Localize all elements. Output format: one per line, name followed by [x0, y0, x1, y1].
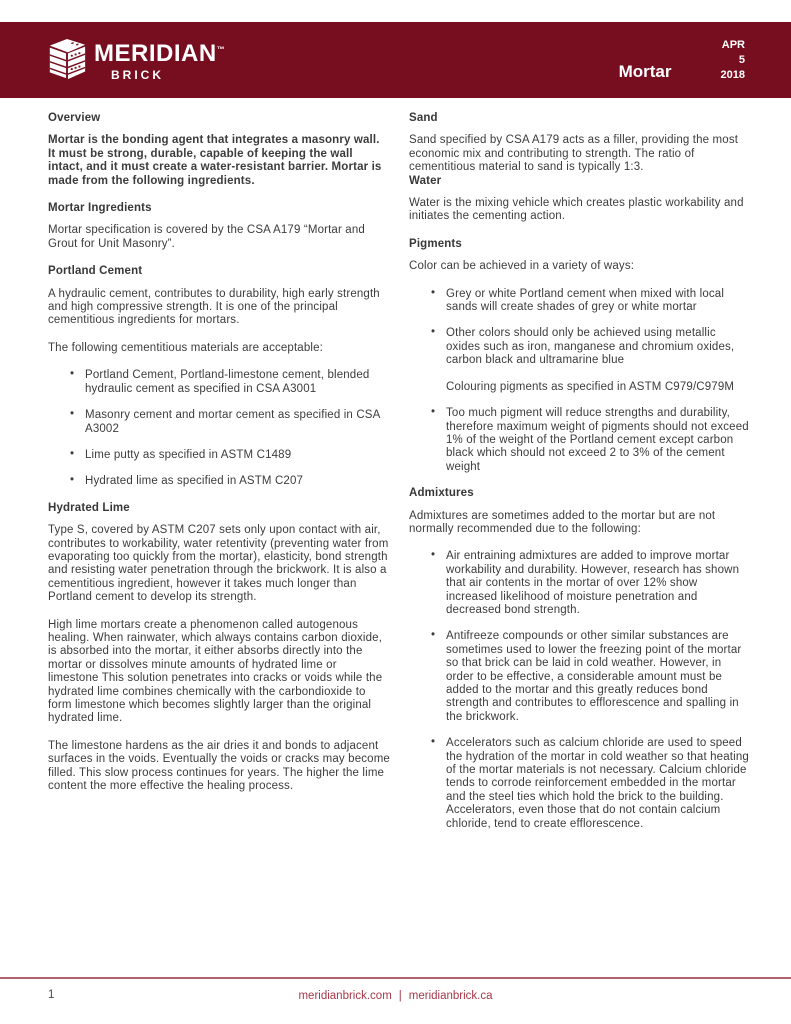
meridianbrick-com-link[interactable]: meridianbrick.com — [298, 990, 392, 1002]
bullet-item: • Other colors should only be achieved using metallic oxides such as iron, manganese and chromium oxides, carbon black and ultramarine blue — [409, 327, 751, 367]
trademark-symbol: ™ — [216, 45, 226, 54]
water-paragraph: Water is the mixing vehicle which creates plastic workability and initiates the cementing action. — [409, 197, 744, 223]
date-month: APR — [721, 38, 745, 51]
page-number: 1 — [48, 989, 55, 1001]
footer-links — [0, 990, 791, 1002]
bullet-item: • Masonry cement and mortar cement as specified in CSA A3002 — [48, 409, 390, 436]
section-heading-admixtures: Admixtures — [409, 487, 474, 500]
section-heading-portland-cement: Portland Cement — [48, 265, 143, 278]
section-heading-water: Water — [409, 174, 442, 187]
section-heading-sand: Sand — [409, 112, 438, 124]
section-heading-overview: Overview — [48, 112, 101, 124]
section-heading-hydrated-lime: Hydrated Lime — [48, 501, 130, 514]
page-footer — [0, 989, 791, 1009]
document-body — [48, 112, 751, 844]
bullet-item: • Lime putty as specified in ASTM C1489 — [48, 449, 390, 462]
left-column — [48, 112, 390, 844]
bullet-item: • Portland Cement, Portland-limestone cement, blended hydraulic cement as specified in CSA A3001 — [48, 369, 390, 396]
pigments-lead-in: Color can be achieved in a variety of ways: — [409, 260, 635, 273]
bullet-item: • Air entraining admixtures are added to improve mortar workability and durability. However, research has shown that air contents in the mortar of over 12% show increased likelihood of moisture penetration and decreased bond strength. — [409, 550, 751, 617]
admixtures-lead-in: Admixtures are sometimes added to the mortar but are not normally recommended due to the following: — [409, 509, 716, 535]
logo-text — [94, 38, 225, 82]
overview-intro-paragraph: Mortar is the bonding agent that integrates a masonry wall. It must be strong, durable, capable of keeping the wall intact, and it must create a water-resistant barrier. Mortar is made from the following ingredients. — [48, 134, 382, 187]
brick-building-icon — [46, 36, 88, 84]
mortar-ingredients-paragraph: Mortar specification is covered by the CSA A179 “Mortar and Grout for Unit Masonry”. — [48, 224, 365, 250]
right-column — [409, 112, 751, 844]
bullet-item: • Too much pigment will reduce strengths and durability, therefore maximum weight of pigments should not exceed 1% of the weight of the Portland cement except carbon black which should not exceed 2 to 3% of the cement weight — [409, 407, 751, 474]
hydrated-lime-paragraph-1: Type S, covered by ASTM C207 sets only upon contact with air, contributes to workability, water retentivity (preventing water from evaporating too quickly from the mortar), elasticity, bond strength and resisting water penetration through the brickwork. It is also a cementitious ingredient, however it takes much longer than Portland cement to develop its strength. — [48, 524, 389, 604]
meridian-brick-logo — [46, 36, 225, 84]
sand-paragraph: Sand specified by CSA A179 acts as a filler, providing the most economic mix and contributing to strength. The ratio of cementitious material to sand is typically 1:3. — [409, 134, 739, 174]
header-right — [619, 38, 745, 83]
date-day: 5 — [738, 53, 745, 66]
brand-sub-name: BRICK — [111, 68, 164, 82]
bullet-item: • Hydrated lime as specified in ASTM C207 — [48, 475, 390, 488]
bullet-item: • Grey or white Portland cement when mixed with local sands will create shades of grey or white mortar — [409, 288, 751, 315]
bullet-continuation: Colouring pigments as specified in ASTM C979/C979M — [446, 380, 735, 393]
footer-link-separator: | — [398, 990, 402, 1002]
publish-date — [721, 38, 745, 83]
portland-cement-paragraph: A hydraulic cement, contributes to durability, high early strength and high compressive strength. It is one of the principal cementitious ingredients for mortars. — [48, 287, 380, 327]
section-heading-pigments: Pigments — [409, 237, 462, 250]
date-year: 2018 — [720, 68, 745, 81]
bullet-item: • Accelerators such as calcium chloride are used to speed the hydration of the mortar in cold weather so that heating of the mortar materials is not necessary. Calcium chloride tends to corrode reinforcement embedded in the mortar and the steel ties which hold the brick to the building. Accelerators, even those that do not contain calcium chloride, tend to create efflorescence. — [409, 737, 751, 831]
bullet-item: • Antifreeze compounds or other similar substances are sometimes used to lower the freezing point of the mortar so that brick can be laid in cold weather. However, in order to be effective, a considerable amount must be added to the mortar and this greatly reduces bond strength and contributes to efflorescence and spalling in the brickwork. — [409, 630, 751, 724]
section-heading-mortar-ingredients: Mortar Ingredients — [48, 202, 152, 215]
brand-name: MERIDIAN™ — [94, 40, 226, 67]
meridianbrick-ca-link[interactable]: meridianbrick.ca — [408, 990, 493, 1002]
document-title: Mortar — [618, 61, 672, 81]
footer-divider-rule — [0, 977, 791, 979]
hydrated-lime-paragraph-2: High lime mortars create a phenomenon called autogenous healing. When rainwater, which always contains carbon dioxide, is absorbed into the mortar, it either absorbs directly into the mortar or dissolves minute amounts of hydrated lime or limestone This solution penetrates into cracks or voids while the hydrated lime combines chemically with the carbondioxide to form limestone which becomes slightly larger than the original hydrated lime. — [48, 618, 383, 725]
cementitious-materials-lead-in: The following cementitious materials are acceptable: — [48, 341, 323, 354]
hydrated-lime-paragraph-3: The limestone hardens as the air dries it and bonds to adjacent surfaces in the voids. Eventually the voids or cracks may become filled. This slow process continues for years. The higher the lime content the more effective the healing process. — [48, 739, 390, 793]
header-band — [0, 22, 791, 98]
